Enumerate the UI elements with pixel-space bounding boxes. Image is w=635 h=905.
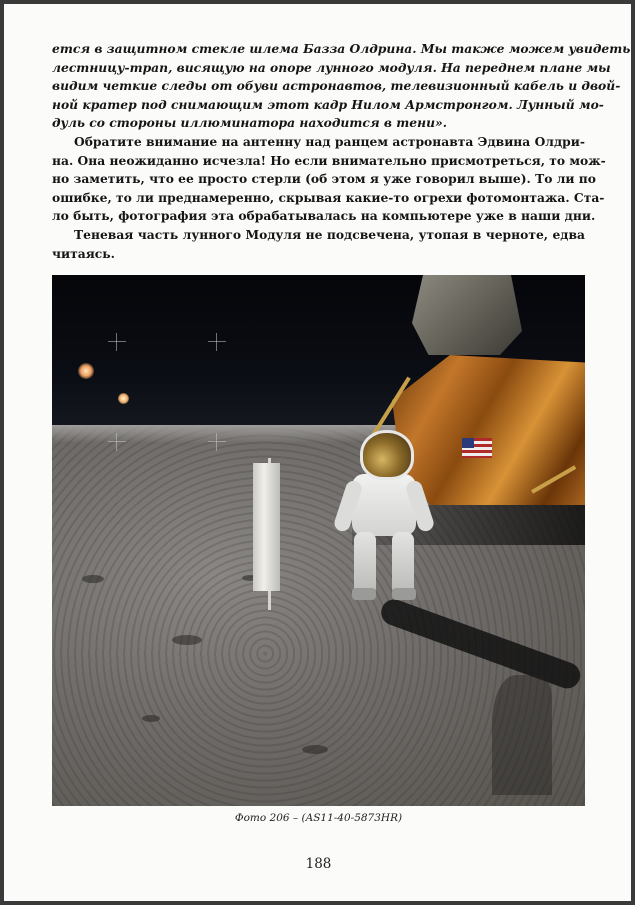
quote-line: ется в защитном стекле шлема Базза Олдрина. Мы также можем увидеть — [52, 41, 631, 56]
paragraph-line: Обратите внимание на антенну над ранцем астронавта Эдвина Олдри- — [74, 133, 585, 149]
astronaut-boot — [352, 588, 376, 600]
quote-block — [52, 40, 631, 133]
photo-caption: Фото 206 – (AS11-40-5873HR) — [234, 812, 403, 824]
paragraph-line: читаясь. — [52, 245, 115, 261]
quote-line: лестницу-трап, висящую на опоре лунного модуля. На переднем плане мы — [52, 59, 611, 75]
moon-rock — [302, 745, 328, 754]
paragraph-line: но заметить, что ее просто стерли (об этом я уже говорил выше). То ли по — [52, 171, 596, 187]
astronaut-boot — [392, 588, 416, 600]
lens-flare — [118, 393, 129, 404]
book-page — [4, 4, 631, 901]
moon-rock — [172, 635, 202, 645]
paragraph-line: ло быть, фотография эта обрабатывалась на компьютере уже в наши дни. — [52, 208, 596, 224]
page-number: 188 — [305, 856, 332, 872]
body-text — [52, 40, 631, 263]
lens-flare — [78, 363, 94, 379]
quote-line: ной кратер под снимающим этот кадр Нилом Армстронгом. Лунный мо- — [52, 96, 604, 112]
paragraph-line: на. Она неожиданно исчезла! Но если внимательно присмотреться, то мож- — [52, 152, 606, 168]
fiducial-cross-icon — [208, 433, 226, 451]
lunar-module-ascent-stage — [412, 275, 522, 355]
astronaut-suit — [352, 474, 416, 536]
astronaut-leg — [354, 532, 376, 596]
astronaut-leg — [392, 532, 414, 596]
moon-rock — [142, 715, 160, 722]
paragraph-shadow — [52, 226, 585, 263]
fiducial-cross-icon — [108, 433, 126, 451]
paragraph-line: ошибке, то ли преднамеренно, скрывая какие-то огрехи фотомонтажа. Ста- — [52, 189, 605, 205]
lunar-photo — [52, 275, 585, 806]
fiducial-cross-icon — [208, 333, 226, 351]
quote-line: дуль со стороны иллюминатора находится в тени». — [52, 115, 447, 131]
us-flag-decal — [462, 438, 492, 458]
paragraph-line: Теневая часть лунного Модуля не подсвечена, утопая в черноте, едва — [74, 226, 585, 242]
astronaut-helmet — [360, 430, 414, 480]
astronaut-figure — [340, 430, 435, 600]
crater-rim — [492, 675, 552, 795]
solar-wind-collector — [253, 463, 280, 591]
moon-rock — [82, 575, 104, 583]
fiducial-cross-icon — [108, 333, 126, 351]
quote-line: видим четкие следы от обуви астронавтов, телевизионный кабель и двой- — [52, 78, 621, 94]
paragraph-antenna — [52, 133, 606, 226]
